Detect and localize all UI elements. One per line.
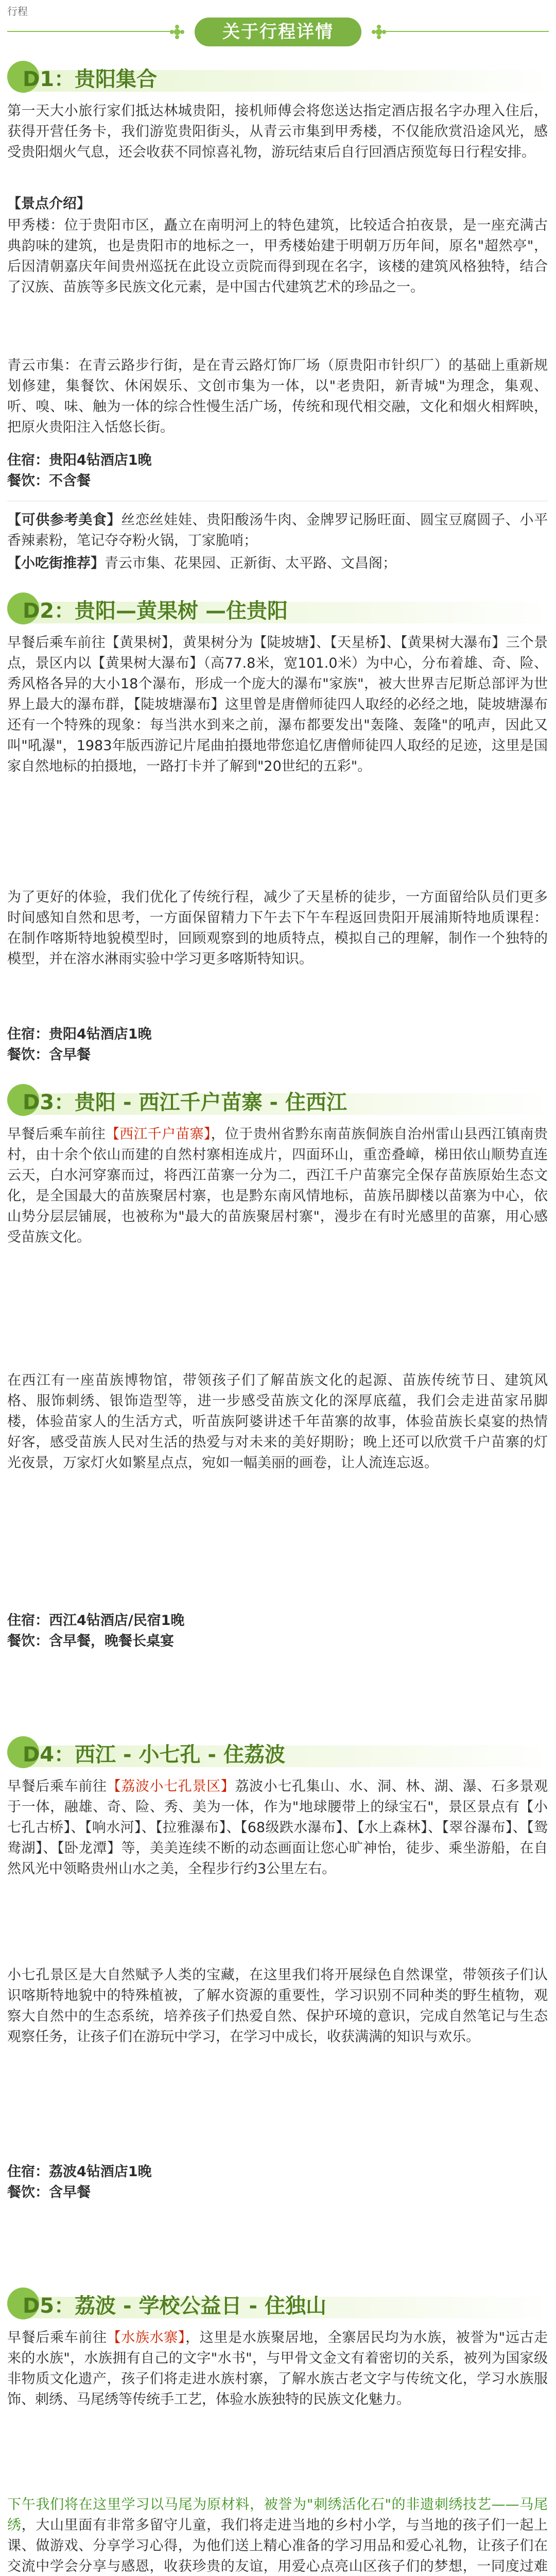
day2-header: [0, 592, 556, 629]
day2-main: 早餐后乘车前往【黄果树】，黄果树分为【陡坡塘】、【天星桥】、【黄果树大瀑布】三个景点，景区内以【黄果树大瀑布】（高77.8米，宽101.0米）为中心，分布着雄、奇、险、秀风格各异的大小18个瀑布，形成一个庞大的瀑布"家族"，被大世界吉尼斯总部评为世界上最大的瀑布群，【陡坡塘瀑布】这里曾是唐僧师徒四人取经的必经之地，陡坡塘瀑布还有一个特殊的现象：每当洪水到来之前，瀑布都要发出"轰隆、轰隆"的吼声，因此又叫"吼瀑"，1983年版西游记片尾曲拍摄地带您追忆唐僧师徒四人取经的足迹，这里是国家自然地标的拍摄地，一路打卡并了解到"20世纪的五彩"。: [7, 635, 548, 774]
day3-highlight: 【西江千户苗寨】: [105, 1126, 211, 1142]
flower-icon: [170, 25, 184, 39]
day4-main: 早餐后乘车前往【荔波小七孔景区】荔波小七孔集山、水、洞、林、湖、瀑、石多景观于一体，融雄、奇、险、秀、美为一体，作为"地球腰带上的绿宝石"，景区景点有【小七孔古桥】、【响水河】、【拉雅瀑布】、【68级跌水瀑布】、【水上森林】、【翠谷瀑布】、【鸳鸯湖】、【卧龙潭】等，美美连续不断的动态画面让您心旷神怡，徒步、乘坐游船，在自然风光中领略贵州山水之美，全程步行约3公里左右。: [7, 1778, 548, 1877]
food-reference-label: 【可供参考美食】: [7, 512, 121, 528]
day4-title: D4：西江 - 小七孔: [23, 1743, 208, 1767]
day1-jiaxiu: 甲秀楼：位于贵阳市区，矗立在南明河上的特色建筑，比较适合拍夜景，是一座充满古典韵味的建筑，也是贵阳市的地标之一，甲秀楼始建于明朝万历年间，原名"超然亭"，后因清朝嘉庆年间贵州巡抚在此设立贡院而得到现在名字，该楼的建筑风格独特，结合了汉族、苗族等多民族文化元素，是中国古代建筑艺术的珍品之一。: [7, 217, 548, 295]
day2-title: D2：贵阳—黄果树: [23, 599, 205, 623]
page-title: 关于行程详情: [195, 18, 361, 46]
day5-header: [0, 2287, 556, 2324]
day4-food: 餐饮：含早餐: [7, 2184, 91, 2200]
day3-stay: 住宿：西江4钻酒店/民宿1晚: [7, 1613, 185, 1629]
day5-highlight: 【水族水寨】: [107, 2330, 186, 2346]
day3-food: 餐饮：含早餐，晚餐长桌宴: [7, 1633, 174, 1649]
day2-extra: 为了更好的体验，我们优化了传统行程，减少了天星桥的徒步，一方面留给队员们更多时间感知自然和思考，一方面保留精力下午去下午车程返回贵阳开展浦斯特地质课程：在制作喀斯特地貌模型时，回顾观察到的地质特点，模拟自己的理解，制作一个独特的模型，并在溶水淋雨实验中学习更多喀斯特知识。: [7, 889, 548, 967]
day3-extra: 在西江有一座苗族博物馆，带领孩子们了解苗族文化的起源、苗族传统节日、建筑风格、服饰刺绣、银饰造型等，进一步感受苗族文化的深厚底蕴，我们会走进苗家吊脚楼，体验苗家人的生活方式，听苗族阿婆讲述千年苗寨的故事，体验苗族长桌宴的热情好客，感受苗族人民对生活的热爱与对未来的美好期盼；晚上还可以欣赏千户苗寨的灯光夜景，万家灯火如繁星点点，宛如一幅美丽的画卷，让人流连忘返。: [7, 1372, 548, 1471]
day5-main: 早餐后乘车前往【水族水寨】，这里是水族聚居地，全寨居民均为水族，被誉为"远古走来的水族"，水族拥有自己的文字"水书"，与甲骨文金文有着密切的关系，被列为国家级非物质文化遗产，孩子们将走进水族村寨，了解水族古老文字与传统文化，学习水族服饰、刺绣、马尾绣等传统手工艺，体验水族独特的民族文化魅力。: [7, 2330, 548, 2408]
food-reference-text: 丝恋丝娃娃、贵阳酸汤牛肉、金牌罗记肠旺面、圆宝豆腐圆子、小平香辣素粉，笔记夺夺粉火锅，丁家脆哨；: [7, 512, 548, 549]
flower-icon: [372, 25, 386, 39]
title-line-right: [374, 31, 549, 32]
day2-dest: —住贵阳: [205, 599, 288, 623]
snack-street: [7, 553, 548, 574]
day3-header: [0, 1084, 556, 1120]
day1-section-label: 【景点介绍】: [7, 196, 91, 212]
top-note: 行程: [7, 5, 28, 18]
title-banner: [0, 10, 556, 52]
day1-header: [0, 61, 556, 97]
day5-highlight-green: 下午我们将在这里学习以马尾为原材料，被誉为"刺绣活化石"的非遗刺绣技艺——马尾绣: [7, 2497, 548, 2533]
day1-qingyun: 青云市集：在青云路步行街，是在青云路灯饰厂场（原贵阳市针织厂）的基础上重新规划修建，集餐饮、休闲娱乐、文创市集为一体，以"老贵阳，新青城"为理念，集观、听、嗅、味、触为一体的综合性慢生活广场，传统和现代相交融，文化和烟火相辉映，把原火贵阳注入恬悠长街。: [7, 358, 548, 435]
day3-main: 早餐后乘车前往【西江千户苗寨】，位于贵州省黔东南苗族侗族自治州雷山县西江镇南贵村，由十余个依山而建的自然村寨相连成片，四面环山，重峦叠嶂，梯田依山顺势直连云天，白水河穿寨而过，将西江苗寨一分为二，西江千户苗寨完全保存苗族原始生态文化，是全国最大的苗族聚居村寨，也是黔东南风情地标，苗族吊脚楼以苗寨为中心，依山势分层层铺展，也被称为"最大的苗族聚居村寨"，漫步在有时光感里的苗寨，用心感受苗族文化。: [7, 1126, 548, 1245]
day3-dest: - 住西江: [269, 1091, 347, 1114]
day4-extra: 小七孔景区是大自然赋予人类的宝藏，在这里我们将开展绿色自然课堂，带领孩子们认识喀斯特地貌中的特殊植被，了解水资源的重要性，学习识别不同种类的野生植物，观察大自然中的生态系统，培养孩子们热爱自然、保护环境的意识，完成自然笔记与生态观察任务，让孩子们在游玩中学习，在学习中成长，收获满满的知识与欢乐。: [7, 1967, 548, 2045]
day2-food: 餐饮：含早餐: [7, 1047, 91, 1063]
food-reference: [7, 510, 548, 551]
day5-title: D5：荔波 - 学校公益日: [23, 2294, 249, 2318]
day1-stay: 住宿：贵阳4钻酒店1晚: [7, 452, 152, 468]
title-line-left: [7, 31, 182, 32]
day4-header: [0, 1736, 556, 1772]
day5-extra: 下午我们将在这里学习以马尾为原材料，被誉为"刺绣活化石"的非遗刺绣技艺——马尾绣，大山里面有非常多留守儿童，我们将走进当地的乡村小学，与当地的孩子们一起上课、做游戏、分享学习心得，为他们送上精心准备的学习用品和爱心礼物，让孩子们在交流中学会分享与感恩，收获珍贵的友谊，用爱心点亮山区孩子们的梦想，一同度过难: [7, 2497, 548, 2574]
day1-title: D1：贵阳集合: [23, 67, 158, 91]
day1-intro: 第一天大小旅行家们抵达林城贵阳，接机师傅会将您送达指定酒店报名字办理入住后，获得开营任务卡，我们游览贵阳街头，从青云市集到甲秀楼，不仅能欣赏沿途风光，感受贵阳烟火气息，还会收获不同惊喜礼物，游玩结束后自行回酒店预览每日行程安排。: [7, 103, 548, 160]
day5-dest: - 住独山: [249, 2294, 326, 2318]
day3-title: D3：贵阳 - 西江千户苗寨: [23, 1091, 270, 1114]
day4-stay: 住宿：荔波4钻酒店1晚: [7, 2164, 152, 2180]
snack-street-label: 【小吃街推荐】: [7, 555, 105, 571]
day1-food: 餐饮：不含餐: [7, 473, 91, 489]
day4-highlight: 【荔波小七孔景区】: [107, 1778, 235, 1794]
snack-street-text: 青云市集、花果园、正新街、太平路、文昌阁；: [105, 555, 396, 571]
day2-stay: 住宿：贵阳4钻酒店1晚: [7, 1026, 152, 1042]
day4-dest: - 住荔波: [207, 1743, 285, 1767]
